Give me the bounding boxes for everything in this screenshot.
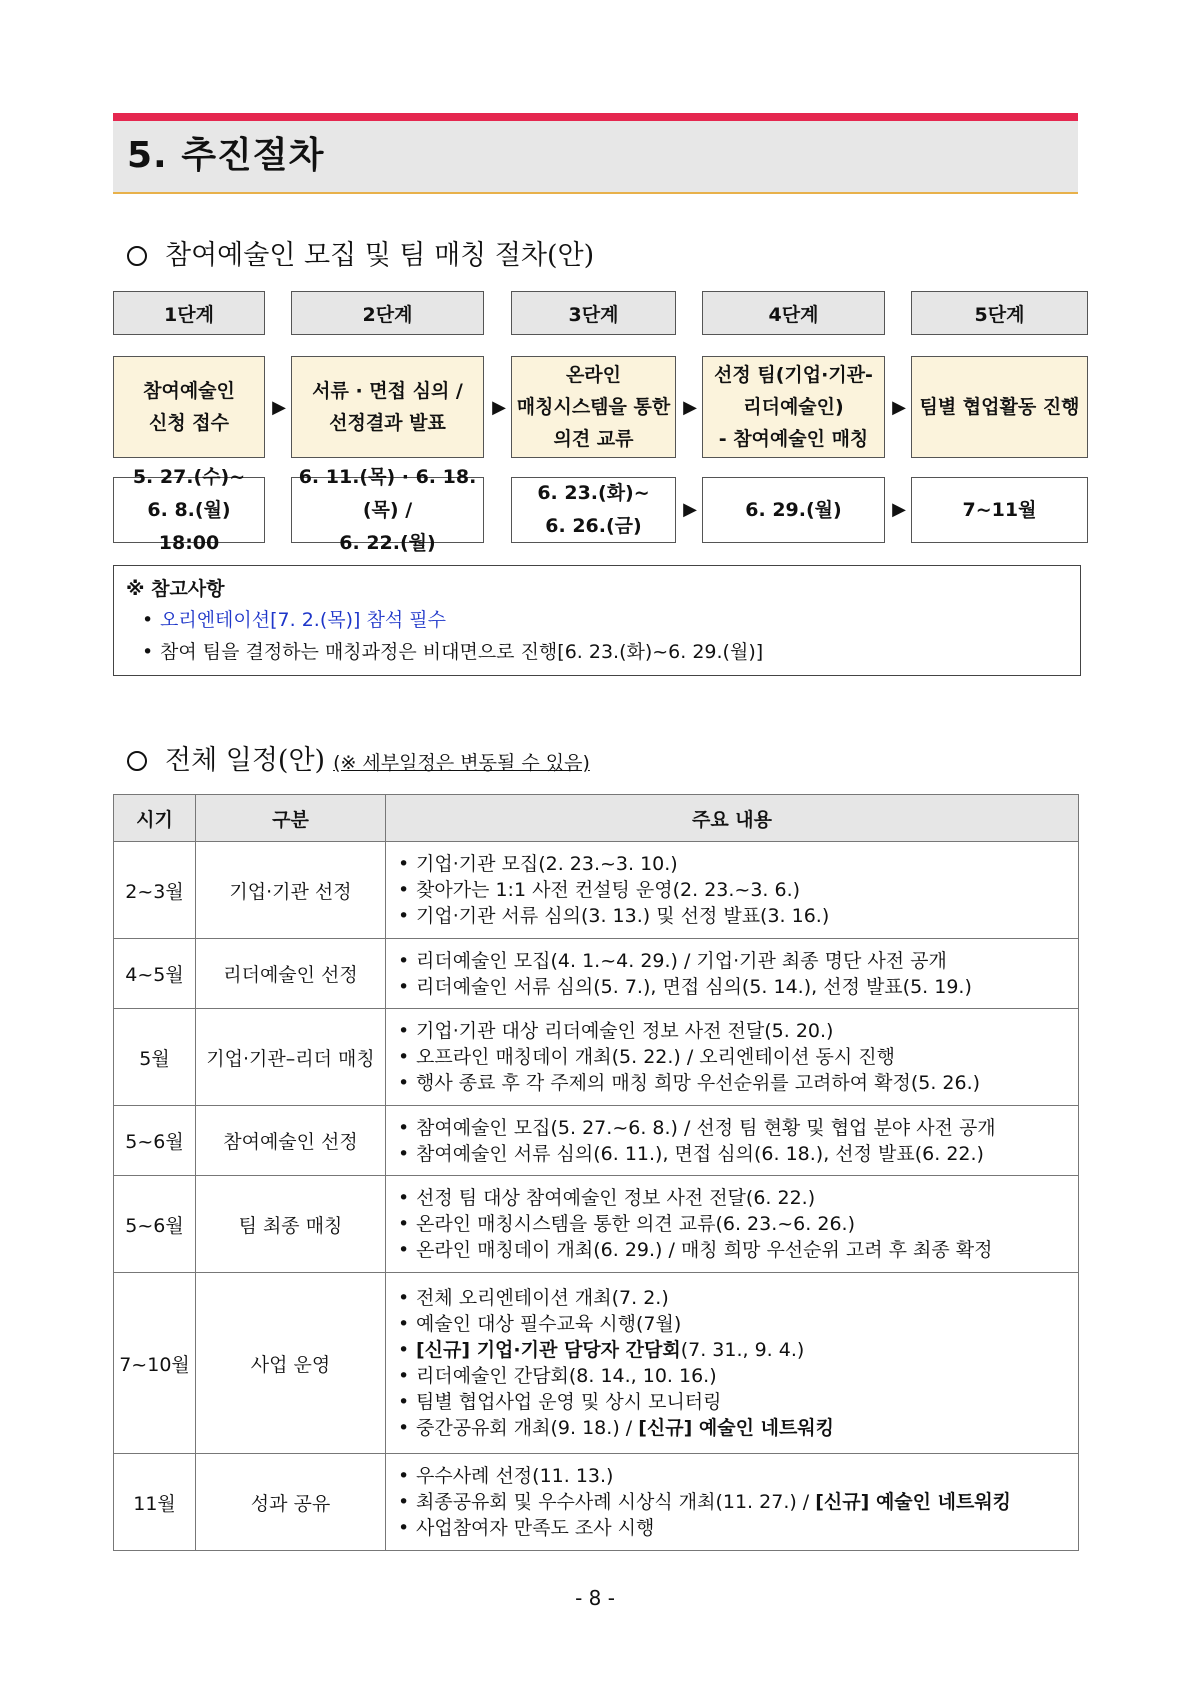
list-item: • 팀별 협업사업 운영 및 상시 모니터링	[398, 1389, 1074, 1415]
list-item: • 전체 오리엔테이션 개최(7. 2.)	[398, 1285, 1074, 1311]
step-4-line: - 참여예술인 매칭	[718, 428, 869, 450]
step-box-5	[911, 356, 1088, 458]
table-row	[114, 1106, 1079, 1176]
step-5-line: 팀별 협업활동 진행	[919, 396, 1080, 418]
date-box-3	[511, 477, 676, 543]
list-item	[398, 1337, 1074, 1363]
list-item	[398, 1489, 1074, 1515]
date-box-2	[291, 465, 484, 554]
list-item: • 사업참여자 만족도 조사 시행	[398, 1515, 1074, 1541]
list-item	[398, 1415, 1074, 1441]
stage-4-label: 4단계	[702, 291, 885, 335]
list-item: • 찾아가는 1:1 사전 컨설팅 운영(2. 23.~3. 6.)	[398, 877, 1074, 903]
date-1-line: 5. 27.(수)~	[132, 465, 246, 488]
plain-text: 최종공유회 및 우수사례 시상식 개최(11. 27.) /	[416, 1491, 816, 1513]
list-item: • 리더예술인 서류 심의(5. 7.), 면접 심의(5. 14.), 선정 발표(5. 19.)	[398, 974, 1074, 1000]
table-row	[114, 939, 1079, 1009]
notes-title: ※ 참고사항	[126, 578, 225, 600]
date-1-line: 6. 8.(월) 18:00	[147, 498, 231, 554]
plain-text: (7. 31., 9. 4.)	[680, 1339, 805, 1361]
step-4-line: 리더예술인)	[743, 396, 844, 418]
table-row	[114, 1454, 1079, 1551]
bold-text: [신규] 예술인 네트워킹	[638, 1417, 835, 1439]
period-cell: 11월	[114, 1454, 196, 1551]
stage-3-label: 3단계	[511, 291, 676, 335]
date-box-5	[911, 477, 1088, 543]
procedure-heading	[127, 238, 594, 274]
list-item: • 우수사례 선정(11. 13.)	[398, 1463, 1074, 1489]
period-cell: 5월	[114, 1009, 196, 1106]
period-cell: 7~10월	[114, 1273, 196, 1454]
date-3-line: 6. 23.(화)~	[537, 482, 650, 504]
content-cell	[386, 1273, 1079, 1454]
stage-2-label: 2단계	[291, 291, 484, 335]
arrow-right-icon: ▶	[892, 397, 906, 418]
category-cell: 성과 공유	[196, 1454, 386, 1551]
plain-text: 중간공유회 개최(9. 18.) /	[416, 1417, 639, 1439]
period-cell: 2~3월	[114, 842, 196, 939]
step-box-1	[113, 356, 265, 458]
note-text: 참여 팀을 결정하는 매칭과정은 비대면으로 진행[6. 23.(화)~6. 29.(월)]	[160, 641, 764, 663]
date-2-line: 6. 11.(목) · 6. 18.(목) /	[298, 465, 477, 521]
category-cell: 사업 운영	[196, 1273, 386, 1454]
note-text: 오리엔테이션[7. 2.(목)] 참석 필수	[160, 609, 446, 631]
content-cell	[386, 1454, 1079, 1551]
step-box-3	[511, 356, 676, 458]
arrow-right-icon: ▶	[492, 397, 506, 418]
table-row	[114, 1009, 1079, 1106]
reference-notes	[113, 565, 1081, 676]
column-header-category: 구분	[196, 795, 386, 842]
hollow-circle-icon	[127, 751, 147, 771]
step-4-line: 선정 팀(기업·기관-	[714, 364, 873, 386]
note-item: • 참여 팀을 결정하는 매칭과정은 비대면으로 진행[6. 23.(화)~6. 29.(월)]	[142, 641, 764, 663]
content-cell	[386, 939, 1079, 1009]
note-item: • 오리엔테이션[7. 2.(목)] 참석 필수	[142, 609, 446, 631]
table-header-row	[114, 795, 1079, 842]
category-cell: 기업·기관 선정	[196, 842, 386, 939]
list-item: • 리더예술인 간담회(8. 14., 10. 16.)	[398, 1363, 1074, 1389]
schedule-heading-text: 전체 일정(안)	[165, 745, 326, 776]
period-cell: 5~6월	[114, 1176, 196, 1273]
step-box-2	[291, 356, 484, 458]
date-2-line: 6. 22.(월)	[339, 531, 436, 554]
date-4-line: 6. 29.(월)	[745, 498, 842, 521]
date-box-1	[113, 465, 265, 554]
page-number: - 8 -	[575, 1586, 615, 1610]
bold-text: [신규] 기업·기관 담당자 간담회	[416, 1339, 681, 1361]
stage-1-label: 1단계	[113, 291, 265, 335]
stage-5-label: 5단계	[911, 291, 1088, 335]
hollow-circle-icon	[127, 246, 147, 266]
category-cell: 리더예술인 선정	[196, 939, 386, 1009]
section-title: 5. 추진절차	[127, 135, 325, 176]
list-item: • 기업·기관 대상 리더예술인 정보 사전 전달(5. 20.)	[398, 1018, 1074, 1044]
content-cell	[386, 1009, 1079, 1106]
list-item: • 기업·기관 서류 심의(3. 13.) 및 선정 발표(3. 16.)	[398, 903, 1074, 929]
list-item: • 온라인 매칭시스템을 통한 의견 교류(6. 23.~6. 26.)	[398, 1211, 1074, 1237]
step-3-line: 의견 교류	[553, 428, 634, 450]
arrow-right-icon: ▶	[683, 397, 697, 418]
arrow-right-icon: ▶	[683, 499, 697, 520]
list-item: • 오프라인 매칭데이 개최(5. 22.) / 오리엔테이션 동시 진행	[398, 1044, 1074, 1070]
bold-text: [신규] 예술인 네트워킹	[815, 1491, 1012, 1513]
list-item: • 기업·기관 모집(2. 23.~3. 10.)	[398, 851, 1074, 877]
category-cell: 참여예술인 선정	[196, 1106, 386, 1176]
content-cell	[386, 1176, 1079, 1273]
schedule-table	[113, 794, 1079, 1551]
category-cell: 기업·기관–리더 매칭	[196, 1009, 386, 1106]
section-accent-bar	[113, 113, 1078, 121]
list-item: • 행사 종료 후 각 주제의 매칭 희망 우선순위를 고려하여 확정(5. 26.)	[398, 1070, 1074, 1096]
step-box-4	[702, 356, 885, 458]
list-item: • 참여예술인 서류 심의(6. 11.), 면접 심의(6. 18.), 선정 발표(6. 22.)	[398, 1141, 1074, 1167]
content-cell	[386, 1106, 1079, 1176]
list-item: • 리더예술인 모집(4. 1.~4. 29.) / 기업·기관 최종 명단 사전 공개	[398, 948, 1074, 974]
table-row	[114, 1176, 1079, 1273]
step-3-line: 온라인	[565, 364, 622, 386]
list-item: • 선정 팀 대상 참여예술인 정보 사전 전달(6. 22.)	[398, 1185, 1074, 1211]
arrow-right-icon: ▶	[272, 397, 286, 418]
step-2-line: 서류 · 면접 심의 /	[312, 380, 463, 402]
content-cell	[386, 842, 1079, 939]
list-item: • 참여예술인 모집(5. 27.~6. 8.) / 선정 팀 현황 및 협업 분야 사전 공개	[398, 1115, 1074, 1141]
table-row	[114, 842, 1079, 939]
date-3-line: 6. 26.(금)	[545, 515, 642, 537]
step-1-line: 신청 접수	[148, 412, 230, 434]
schedule-heading-note: (※ 세부일정은 변동될 수 있음)	[333, 752, 590, 774]
list-item: • 예술인 대상 필수교육 시행(7월)	[398, 1311, 1074, 1337]
period-cell: 4~5월	[114, 939, 196, 1009]
table-row	[114, 1273, 1079, 1454]
date-box-4	[702, 477, 885, 543]
date-5-line: 7~11월	[962, 498, 1037, 521]
step-3-line: 매칭시스템을 통한	[516, 396, 671, 418]
list-item: • 온라인 매칭데이 개최(6. 29.) / 매칭 희망 우선순위 고려 후 최종 확정	[398, 1237, 1074, 1263]
step-2-line: 선정결과 발표	[329, 412, 446, 434]
arrow-right-icon: ▶	[892, 499, 906, 520]
column-header-period: 시기	[114, 795, 196, 842]
schedule-heading	[127, 743, 590, 781]
procedure-heading-text: 참여예술인 모집 및 팀 매칭 절차(안)	[165, 240, 595, 271]
column-header-content: 주요 내용	[386, 795, 1079, 842]
category-cell: 팀 최종 매칭	[196, 1176, 386, 1273]
step-1-line: 참여예술인	[143, 380, 235, 402]
period-cell: 5~6월	[114, 1106, 196, 1176]
